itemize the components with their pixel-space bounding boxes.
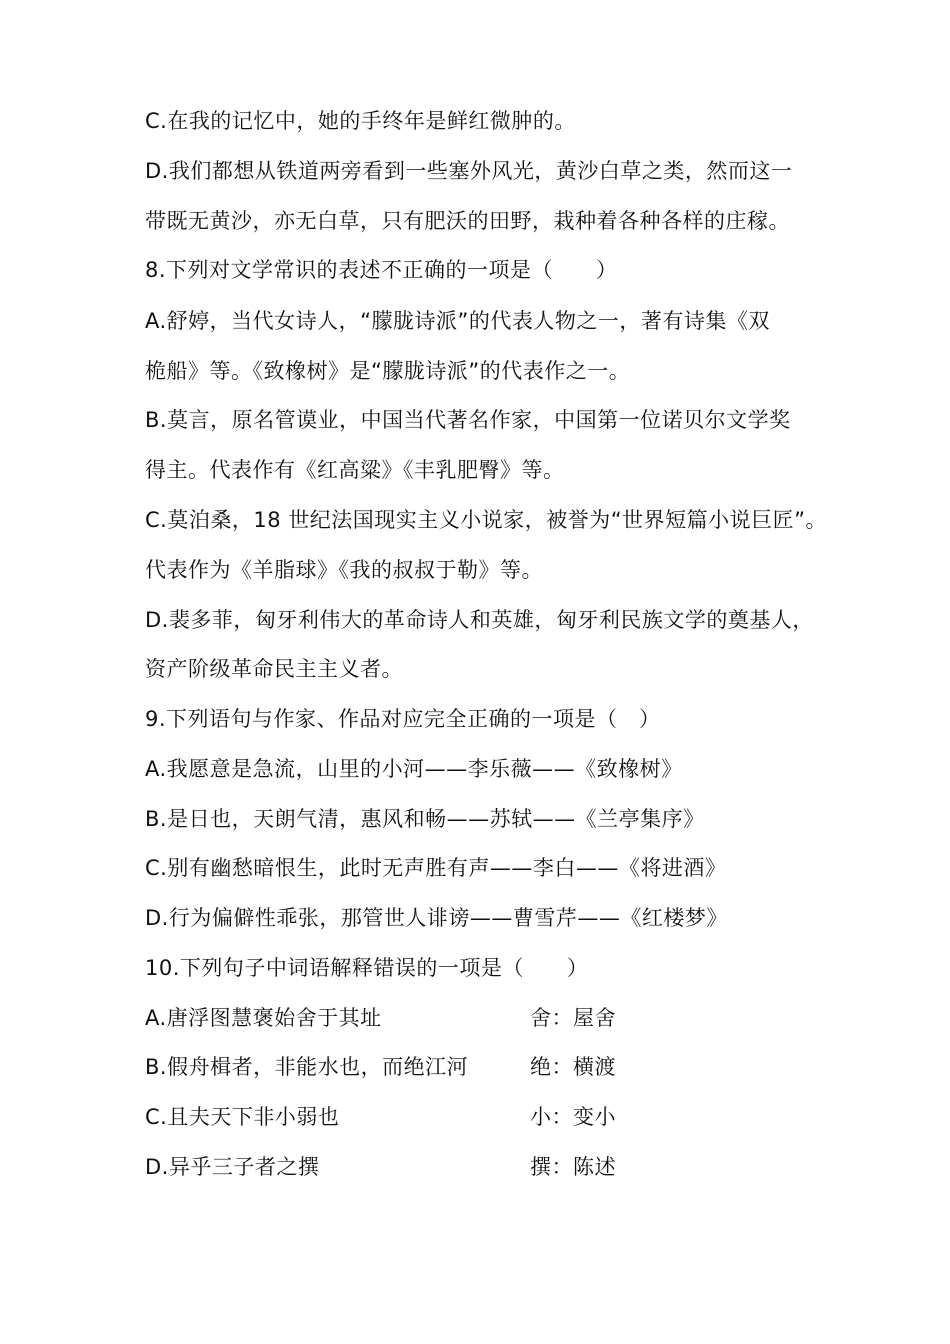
option-b-q8: B.莫言，原名管谟业，中国当代著名作家，中国第一位诺贝尔文学奖 (145, 408, 791, 432)
option-c-q8-cont: 代表作为《羊脂球》《我的叔叔于勒》等。 (145, 558, 543, 582)
option-a-q8-cont: 桅船》等。《致橡树》是“朦胧诗派”的代表作之一。 (145, 359, 631, 383)
question-9: 9.下列语句与作家、作品对应完全正确的一项是（ ） (145, 707, 661, 731)
option-a-q10: A.唐浮图慧褒始舍于其址 (145, 1006, 382, 1030)
option-b-q8-cont: 得主。代表作有《红高粱》《丰乳肥臀》等。 (145, 458, 565, 482)
option-b-q9: B.是日也，天朗气清，惠风和畅——苏轼——《兰亭集序》 (145, 807, 705, 831)
option-d-q10: D.异乎三子者之撰 (145, 1155, 320, 1179)
option-a-q8: A.舒婷，当代女诗人，“朦胧诗派”的代表人物之一，著有诗集《双 (145, 309, 770, 333)
option-c-q7: C.在我的记忆中，她的手终年是鲜红微肿的。 (145, 109, 576, 133)
option-d-q8: D.裴多菲，匈牙利伟大的革命诗人和英雄，匈牙利民族文学的奠基人， (145, 608, 814, 632)
option-c-q10-explanation: 小：变小 (530, 1105, 616, 1129)
option-a-q10-explanation: 舍：屋舍 (530, 1006, 616, 1030)
option-d-q7: D.我们都想从铁道两旁看到一些塞外风光，黄沙白草之类，然而这一 (145, 159, 793, 183)
option-b-q10-explanation: 绝：横渡 (530, 1055, 616, 1079)
option-b-q10: B.假舟楫者，非能水也，而绝江河 (145, 1055, 469, 1079)
question-10: 10.下列句子中词语解释错误的一项是（ ） (145, 956, 589, 980)
option-d-q9: D.行为偏僻性乖张，那管世人诽谤——曹雪芹——《红楼梦》 (145, 906, 728, 930)
option-c-q10: C.且夫天下非小弱也 (145, 1105, 340, 1129)
option-c-q9: C.别有幽愁暗恨生，此时无声胜有声——李白——《将进酒》 (145, 856, 727, 880)
option-a-q9: A.我愿意是急流，山里的小河——李乐薇——《致橡树》 (145, 757, 683, 781)
question-8: 8.下列对文学常识的表述不正确的一项是（ ） (145, 258, 618, 282)
option-c-q8: C.莫泊桑，18 世纪法国现实主义小说家，被誉为“世界短篇小说巨匠”。 (145, 508, 827, 532)
option-d-q7-cont: 带既无黄沙，亦无白草，只有肥沃的田野，栽种着各种各样的庄稼。 (145, 209, 790, 233)
option-d-q8-cont: 资产阶级革命民主主义者。 (145, 657, 403, 681)
option-d-q10-explanation: 撰：陈述 (530, 1155, 616, 1179)
